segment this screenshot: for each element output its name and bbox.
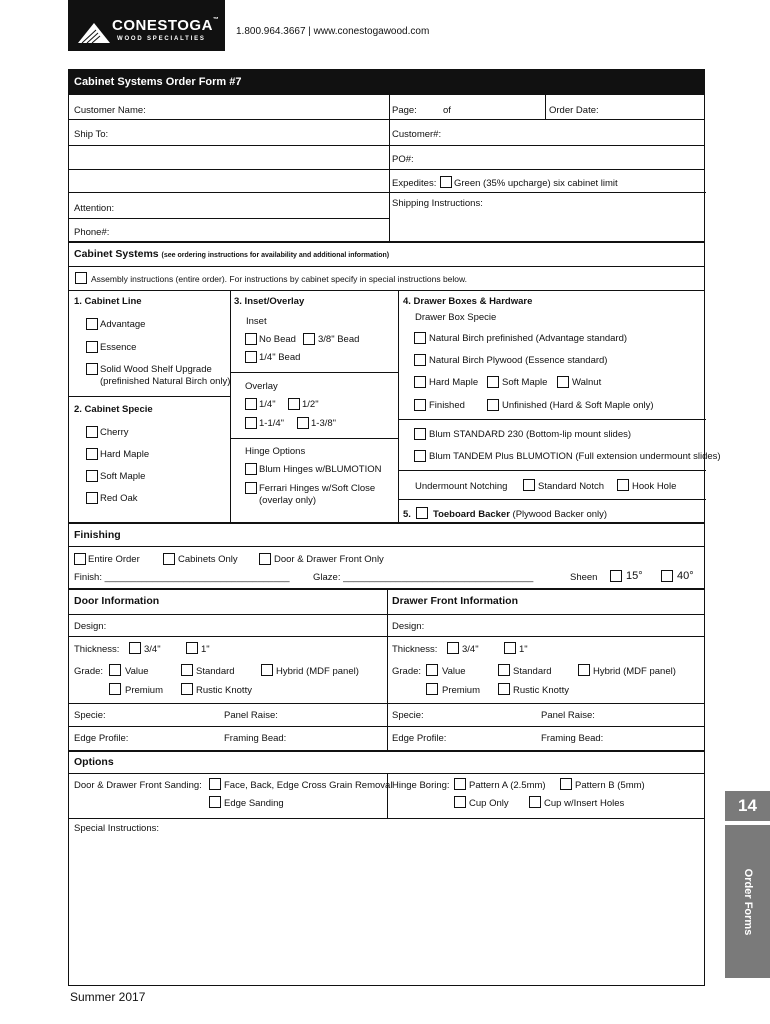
assembly-checkbox[interactable] — [75, 272, 87, 284]
green-label: Green (35% upcharge) six cabinet limit — [454, 178, 618, 189]
birch-prefinished-checkbox[interactable] — [414, 332, 426, 344]
brand-subtitle: WOOD SPECIALTIES — [117, 36, 206, 42]
order-form — [68, 69, 721, 986]
blum-230-label: Blum STANDARD 230 (Bottom-lip mount slides) — [429, 429, 632, 440]
drawer-hard-maple-label: Hard Maple — [429, 377, 479, 388]
entire-order-label: Entire Order — [88, 554, 140, 565]
overlay-114-label: 1-1/4" — [259, 418, 285, 429]
door-hybrid-label: Hybrid (MDF panel) — [276, 666, 359, 677]
door-value-label: Value — [125, 666, 149, 677]
birch-plywood-label: Natural Birch Plywood (Essence standard) — [429, 355, 608, 366]
order-forms-tab: Order Forms — [725, 825, 770, 978]
bead-14-checkbox[interactable] — [245, 351, 257, 363]
door-rustic-label: Rustic Knotty — [196, 685, 252, 696]
drawer-thickness-1-label: 1" — [519, 644, 528, 655]
cup-insert-checkbox[interactable] — [529, 796, 541, 808]
drawer-hybrid-checkbox[interactable] — [578, 664, 590, 676]
door-hybrid-checkbox[interactable] — [261, 664, 273, 676]
door-framing-bead-label: Framing Bead: — [224, 733, 287, 744]
door-thickness-34-checkbox[interactable] — [129, 642, 141, 654]
blum-tandem-checkbox[interactable] — [414, 450, 426, 462]
door-rustic-checkbox[interactable] — [181, 683, 193, 695]
drawer-thickness-34-label: 3/4" — [462, 644, 479, 655]
solid-shelf-checkbox[interactable] — [86, 363, 98, 375]
cherry-label: Cherry — [100, 427, 129, 438]
hook-hole-checkbox[interactable] — [617, 479, 629, 491]
blum-hinge-checkbox[interactable] — [245, 463, 257, 475]
shipping-instructions-label: Shipping Instructions: — [392, 198, 483, 209]
order-date-label: Order Date: — [549, 105, 599, 116]
blum-hinge-label: Blum Hinges w/BLUMOTION — [259, 464, 382, 475]
door-thickness-1-label: 1" — [201, 644, 210, 655]
entire-order-checkbox[interactable] — [74, 553, 86, 565]
face-back-edge-checkbox[interactable] — [209, 778, 221, 790]
overlay-12-label: 1/2" — [302, 399, 319, 410]
expedites-label: Expedites: — [392, 178, 437, 189]
special-instructions-label: Special Instructions: — [74, 823, 160, 834]
ferrari-hinge-checkbox[interactable] — [245, 482, 257, 494]
drawer-panel-raise-label: Panel Raise: — [541, 710, 595, 721]
door-thickness-1-checkbox[interactable] — [186, 642, 198, 654]
overlay-label: Overlay — [245, 381, 278, 392]
sheen-label: Sheen — [570, 572, 598, 583]
sanding-label: Door & Drawer Front Sanding: — [74, 780, 202, 791]
cherry-checkbox[interactable] — [86, 426, 98, 438]
hinge-boring-label: Hinge Boring: — [392, 780, 450, 791]
finished-checkbox[interactable] — [414, 399, 426, 411]
overlay-14-label: 1/4" — [259, 399, 276, 410]
drawer-thickness-1-checkbox[interactable] — [504, 642, 516, 654]
brand-name: CONESTOGA™ — [112, 17, 220, 34]
door-design-label: Design: — [74, 621, 107, 632]
edge-sanding-checkbox[interactable] — [209, 796, 221, 808]
overlay-138-label: 1-3/8" — [311, 418, 337, 429]
hard-maple-checkbox[interactable] — [86, 448, 98, 460]
face-back-edge-label: Face, Back, Edge Cross Grain Removal — [224, 780, 393, 791]
drawer-boxes-heading: 4. Drawer Boxes & Hardware — [403, 296, 533, 307]
form-title: Cabinet Systems Order Form #7 — [69, 70, 704, 95]
walnut-checkbox[interactable] — [557, 376, 569, 388]
drawer-framing-bead-label: Framing Bead: — [541, 733, 604, 744]
footer-season: Summer 2017 — [70, 990, 146, 1004]
drawer-thickness-label: Thickness: — [392, 644, 438, 655]
red-oak-label: Red Oak — [100, 493, 138, 504]
door-standard-checkbox[interactable] — [181, 664, 193, 676]
pattern-b-checkbox[interactable] — [560, 778, 572, 790]
drawer-value-label: Value — [442, 666, 466, 677]
soft-maple-label: Soft Maple — [100, 471, 146, 482]
toeboard-label: Toeboard Backer (Plywood Backer only) — [433, 509, 608, 520]
essence-checkbox[interactable] — [86, 341, 98, 353]
door-value-checkbox[interactable] — [109, 664, 121, 676]
toeboard-checkbox[interactable] — [416, 507, 428, 519]
hard-maple-label: Hard Maple — [100, 449, 150, 460]
bead-38-checkbox[interactable] — [303, 333, 315, 345]
cup-insert-label: Cup w/Insert Holes — [544, 798, 625, 809]
birch-prefinished-label: Natural Birch prefinished (Advantage standard) — [429, 333, 628, 344]
solid-shelf-note: (prefinished Natural Birch only) — [100, 376, 231, 387]
inset-label: Inset — [246, 316, 267, 327]
advantage-label: Advantage — [100, 319, 146, 330]
pattern-a-label: Pattern A (2.5mm) — [469, 780, 546, 791]
solid-shelf-label: Solid Wood Shelf Upgrade — [100, 364, 212, 375]
drawer-front-info-heading: Drawer Front Information — [392, 595, 519, 607]
drawer-specie-label: Specie: — [392, 710, 424, 721]
walnut-label: Walnut — [572, 377, 602, 388]
finish-field[interactable]: Finish: ___________________________________ — [74, 572, 290, 583]
door-drawer-only-checkbox[interactable] — [259, 553, 271, 565]
ferrari-hinge-note: (overlay only) — [259, 495, 317, 506]
unfinished-label: Unfinished (Hard & Soft Maple only) — [502, 400, 654, 411]
page-of-label: of — [443, 105, 451, 116]
cabinet-specie-heading: 2. Cabinet Specie — [74, 404, 153, 415]
drawer-rustic-label: Rustic Knotty — [513, 685, 569, 696]
soft-maple-checkbox[interactable] — [86, 470, 98, 482]
door-drawer-only-label: Door & Drawer Front Only — [274, 554, 384, 565]
overlay-114-checkbox[interactable] — [245, 417, 257, 429]
standard-notch-label: Standard Notch — [538, 481, 605, 492]
sheen-15-checkbox[interactable] — [610, 570, 622, 582]
drawer-value-checkbox[interactable] — [426, 664, 438, 676]
door-info-heading: Door Information — [74, 595, 160, 607]
overlay-14-checkbox[interactable] — [245, 398, 257, 410]
edge-sanding-label: Edge Sanding — [224, 798, 284, 809]
cabinet-line-heading: 1. Cabinet Line — [74, 296, 142, 307]
customer-name-label: Customer Name: — [74, 105, 146, 116]
conestoga-logo — [68, 0, 225, 51]
drawer-premium-label: Premium — [442, 685, 481, 696]
options-heading: Options — [74, 756, 114, 768]
door-thickness-34-label: 3/4" — [144, 644, 161, 655]
inset-overlay-heading: 3. Inset/Overlay — [234, 296, 305, 307]
cup-only-checkbox[interactable] — [454, 796, 466, 808]
drawer-premium-checkbox[interactable] — [426, 683, 438, 695]
ship-to-label: Ship To: — [74, 129, 109, 140]
drawer-hard-maple-checkbox[interactable] — [414, 376, 426, 388]
sheen-40-checkbox[interactable] — [661, 570, 673, 582]
glaze-field[interactable]: Glaze: ____________________________________ — [313, 572, 534, 583]
finishing-heading: Finishing — [74, 529, 121, 541]
sheen-40-label: 40° — [677, 570, 694, 582]
door-premium-label: Premium — [125, 685, 164, 696]
po-label: PO#: — [392, 154, 414, 165]
customer-number-label: Customer#: — [392, 129, 442, 140]
special-instructions-area[interactable] — [69, 840, 704, 985]
page-label: Page: — [392, 105, 417, 116]
pattern-a-checkbox[interactable] — [454, 778, 466, 790]
drawer-edge-profile-label: Edge Profile: — [392, 733, 447, 744]
door-specie-label: Specie: — [74, 710, 106, 721]
blum-230-checkbox[interactable] — [414, 428, 426, 440]
section-number-tab: 14 — [725, 791, 770, 821]
drawer-box-specie-label: Drawer Box Specie — [415, 312, 497, 323]
drawer-soft-maple-label: Soft Maple — [502, 377, 548, 388]
unfinished-checkbox[interactable] — [487, 399, 499, 411]
essence-label: Essence — [100, 342, 137, 353]
phone-label: Phone#: — [74, 227, 110, 238]
hook-hole-label: Hook Hole — [632, 481, 677, 492]
drawer-grade-label: Grade: — [392, 666, 422, 677]
bead-14-label: 1/4" Bead — [259, 352, 301, 363]
overlay-12-checkbox[interactable] — [288, 398, 300, 410]
no-bead-checkbox[interactable] — [245, 333, 257, 345]
door-thickness-label: Thickness: — [74, 644, 120, 655]
drawer-standard-label: Standard — [513, 666, 552, 677]
door-edge-profile-label: Edge Profile: — [74, 733, 129, 744]
blum-tandem-label: Blum TANDEM Plus BLUMOTION (Full extension undermount slides) — [429, 451, 721, 462]
drawer-design-label: Design: — [392, 621, 425, 632]
drawer-rustic-checkbox[interactable] — [498, 683, 510, 695]
birch-plywood-checkbox[interactable] — [414, 354, 426, 366]
green-checkbox[interactable] — [440, 176, 452, 188]
advantage-checkbox[interactable] — [86, 318, 98, 330]
drawer-standard-checkbox[interactable] — [498, 664, 510, 676]
sheen-15-label: 15° — [626, 570, 643, 582]
overlay-138-checkbox[interactable] — [297, 417, 309, 429]
undermount-notching-label: Undermount Notching — [415, 481, 508, 492]
drawer-hybrid-label: Hybrid (MDF panel) — [593, 666, 676, 677]
assembly-label: Assembly instructions (entire order). For instructions by cabinet specify in special instructions below. — [91, 274, 468, 284]
no-bead-label: No Bead — [259, 334, 296, 345]
standard-notch-checkbox[interactable] — [523, 479, 535, 491]
mountain-logo-icon — [78, 21, 110, 43]
door-premium-checkbox[interactable] — [109, 683, 121, 695]
cup-only-label: Cup Only — [469, 798, 509, 809]
cabinets-only-label: Cabinets Only — [178, 554, 238, 565]
cabinets-only-checkbox[interactable] — [163, 553, 175, 565]
bead-38-label: 3/8" Bead — [318, 334, 360, 345]
pattern-b-label: Pattern B (5mm) — [575, 780, 645, 791]
cabinet-systems-heading: Cabinet Systems (see ordering instructions for availability and additional information) — [74, 248, 390, 260]
drawer-thickness-34-checkbox[interactable] — [447, 642, 459, 654]
ferrari-hinge-label: Ferrari Hinges w/Soft Close — [259, 483, 376, 494]
door-standard-label: Standard — [196, 666, 235, 677]
finished-label: Finished — [429, 400, 465, 411]
red-oak-checkbox[interactable] — [86, 492, 98, 504]
door-panel-raise-label: Panel Raise: — [224, 710, 278, 721]
toeboard-number: 5. — [403, 509, 411, 520]
door-grade-label: Grade: — [74, 666, 104, 677]
attention-label: Attention: — [74, 203, 115, 214]
contact-info: 1.800.964.3667 | www.conestogawood.com — [236, 26, 430, 37]
hinge-options-label: Hinge Options — [245, 446, 306, 457]
drawer-soft-maple-checkbox[interactable] — [487, 376, 499, 388]
